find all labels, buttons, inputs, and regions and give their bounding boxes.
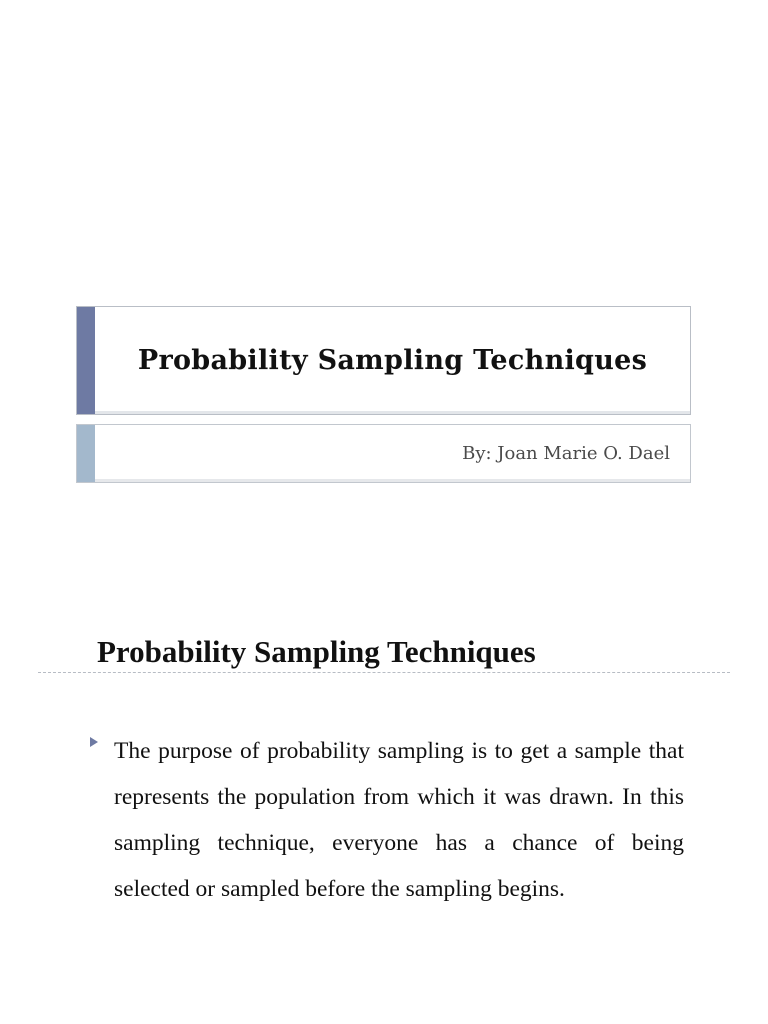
- bullet-text: The purpose of probability sampling is to get a sample that represents the population from which it was drawn. In this sampling technique, everyone has a chance of being selected or sampled before the sampling begins.: [114, 738, 684, 902]
- content-heading: Probability Sampling Techniques: [97, 634, 536, 669]
- subtitle-box: [76, 424, 691, 483]
- bullet-item: [88, 728, 684, 912]
- slide-title: Probability Sampling Techniques: [137, 345, 648, 376]
- title-box: [76, 306, 691, 415]
- triangle-bullet-icon: [90, 737, 98, 747]
- slide-subtitle: By: Joan Marie O. Dael: [462, 443, 670, 464]
- title-accent-bar: [77, 307, 95, 414]
- subtitle-accent-bar: [77, 425, 95, 482]
- bullet-list: [88, 728, 684, 912]
- heading-divider: [38, 672, 730, 673]
